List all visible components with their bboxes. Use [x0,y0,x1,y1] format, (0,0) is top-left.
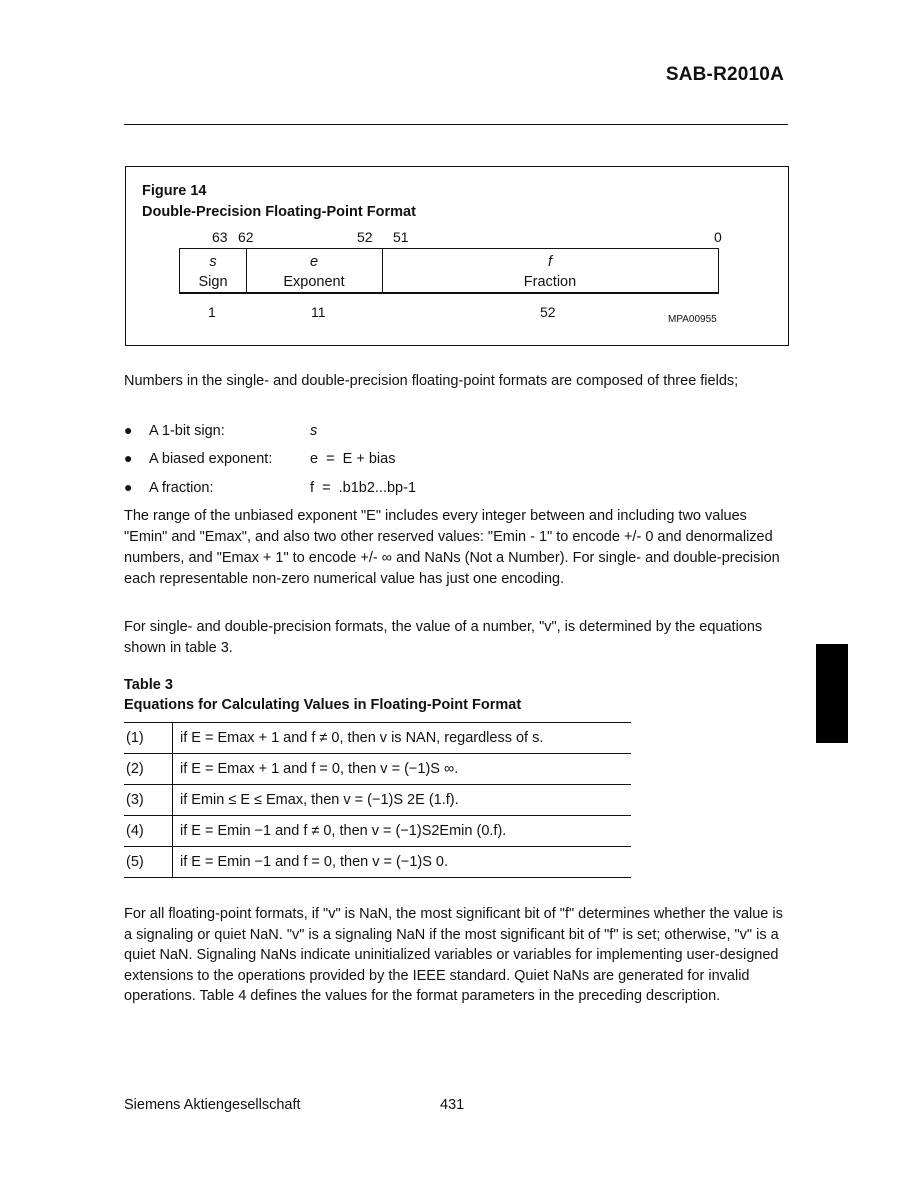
exponent-range-paragraph: The range of the unbiased exponent "E" includes every integer between and including two values "Emin" and "Emax", and also two other reserved values: "Emin - 1" to encode +/- 0 and denormalized numbers, and "Emax + 1" to encode +/- ∞ and NaNs (Not a Number). For single- and double-precision each representable non-zero numerical value has just one encoding. [124,508,780,587]
fraction-symbol: f [547,254,553,270]
row-number: (1) [124,723,173,754]
row-equation: if E = Emax + 1 and f = 0, then v = (−1)S ∞. [180,761,459,777]
table-label: Table 3 [124,677,173,693]
table-row [124,785,631,816]
value-paragraph: For single- and double-precision formats, the value of a number, "v", is determined by the equations shown in table 3. [124,619,763,656]
sign-field [179,248,247,294]
table-row [124,723,631,754]
exponent-field [246,248,383,294]
bullet-dot: ● [124,422,133,438]
footer-page-number: 431 [440,1097,465,1113]
bullet-dot: ● [124,479,133,495]
bit-position-62: 62 [238,229,254,245]
bullet-sign-label: A 1-bit sign: [149,423,225,439]
sign-symbol: s [209,254,217,270]
document-title: SAB-R2010A [665,64,784,85]
exponent-label: Exponent [283,274,345,290]
fraction-field [382,248,719,294]
bullet-dot: ● [124,450,133,466]
bit-position-51: 51 [393,229,409,245]
exponent-width: 11 [311,304,326,320]
row-number: (2) [124,754,173,785]
section-thumb-tab [816,644,848,743]
bullet-exponent-formula: e = E + bias [310,451,396,467]
intro-paragraph: Numbers in the single- and double-precision floating-point formats are composed of three fields; [124,373,739,389]
sign-width: 1 [208,304,216,320]
figure-title: Double-Precision Floating-Point Format [142,204,416,220]
table-row [124,754,631,785]
footer-company: Siemens Aktiengesellschaft [124,1097,301,1113]
table-row [124,816,631,847]
figure-label: Figure 14 [142,183,207,199]
exponent-symbol: e [309,254,319,270]
bit-position-63: 63 [212,229,228,245]
row-equation: if E = Emin −1 and f = 0, then v = (−1)S 0. [180,854,449,870]
bullet-exponent-label: A biased exponent: [149,451,273,467]
bit-position-0: 0 [714,229,722,245]
sign-label: Sign [198,274,228,290]
row-equation: if E = Emin −1 and f ≠ 0, then v = (−1)S2Emin (0.f). [180,823,507,839]
equations-table [124,722,631,878]
row-equation: if E = Emax + 1 and f ≠ 0, then v is NAN, regardless of s. [180,730,544,746]
table-title: Equations for Calculating Values in Floating-Point Format [124,697,522,713]
figure-ref-code: MPA00955 [668,314,717,325]
nan-paragraph: For all floating-point formats, if "v" is NaN, the most significant bit of "f" determines whether the value is a signaling or quiet NaN. "v" is a signaling NaN if the most significant bit of "f" is set; otherwise, "v" is a quiet NaN. Signaling NaNs indicate uninitialized variables or variables for implementing user-designed extensions to the operations provided by the IEEE standard. Quiet NaNs are generated for invalid operations. Table 4 defines the values for the format parameters in the preceding description. [124,906,783,1004]
row-number: (4) [124,816,173,847]
table-row [124,847,631,878]
bullet-fraction-formula: f = .b1b2...bp-1 [310,480,417,496]
row-number: (3) [124,785,173,816]
fraction-width: 52 [540,304,556,320]
fraction-label: Fraction [523,274,577,290]
header-rule [124,124,788,125]
row-equation: if Emin ≤ E ≤ Emax, then v = (−1)S 2E (1.f). [180,792,459,808]
bullet-fraction-label: A fraction: [149,480,214,496]
row-number: (5) [124,847,173,878]
bit-position-52: 52 [357,229,373,245]
bullet-sign-formula: s [310,423,318,439]
